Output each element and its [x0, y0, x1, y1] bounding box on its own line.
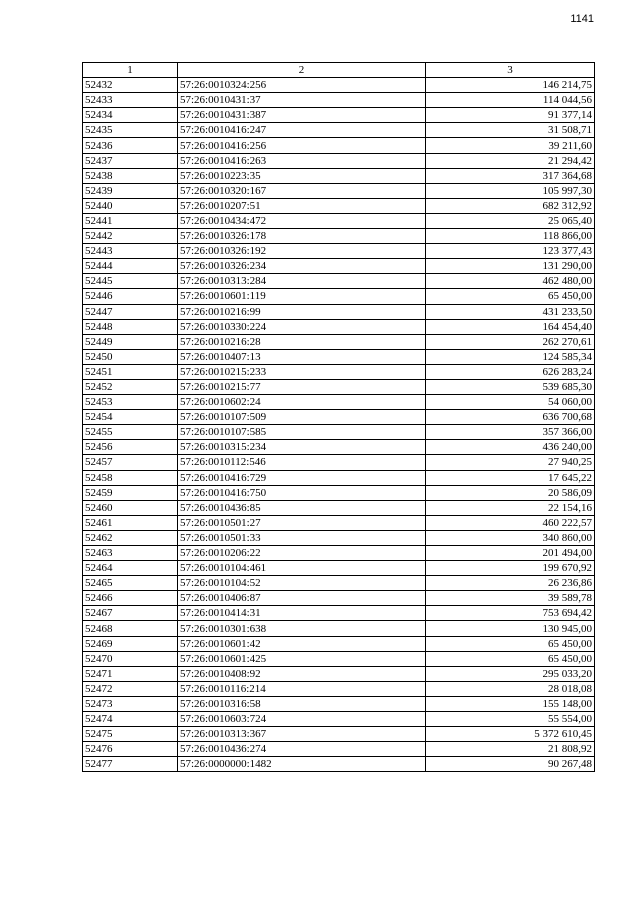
- value-cell: 626 283,24: [426, 364, 595, 379]
- value-cell: 462 480,00: [426, 274, 595, 289]
- table-header-row: [83, 63, 595, 78]
- value-cell: 146 214,75: [426, 78, 595, 93]
- value-cell: 201 494,00: [426, 546, 595, 561]
- value-cell: 431 233,50: [426, 304, 595, 319]
- value-cell: 262 270,61: [426, 334, 595, 349]
- row-number-cell: 52450: [83, 349, 178, 364]
- row-number-cell: 52469: [83, 636, 178, 651]
- value-cell: 17 645,22: [426, 470, 595, 485]
- row-number-cell: 52468: [83, 621, 178, 636]
- value-cell: 636 700,68: [426, 410, 595, 425]
- table-row: [83, 229, 595, 244]
- table-row: [83, 123, 595, 138]
- value-cell: 5 372 610,45: [426, 727, 595, 742]
- row-number-cell: 52455: [83, 425, 178, 440]
- cadastral-number-cell: 57:26:0010407:13: [178, 349, 426, 364]
- cadastral-number-cell: 57:26:0010320:167: [178, 183, 426, 198]
- table-row: [83, 455, 595, 470]
- cadastral-number-cell: 57:26:0010406:87: [178, 591, 426, 606]
- cadastral-number-cell: 57:26:0010601:42: [178, 636, 426, 651]
- row-number-cell: 52475: [83, 727, 178, 742]
- cadastral-number-cell: 57:26:0010316:58: [178, 696, 426, 711]
- value-cell: 90 267,48: [426, 757, 595, 772]
- row-number-cell: 52461: [83, 515, 178, 530]
- cadastral-number-cell: 57:26:0010215:233: [178, 364, 426, 379]
- row-number-cell: 52437: [83, 153, 178, 168]
- cadastral-number-cell: 57:26:0010431:37: [178, 93, 426, 108]
- row-number-cell: 52448: [83, 319, 178, 334]
- row-number-cell: 52451: [83, 364, 178, 379]
- table-row: [83, 78, 595, 93]
- row-number-cell: 52476: [83, 742, 178, 757]
- row-number-cell: 52465: [83, 576, 178, 591]
- row-number-cell: 52442: [83, 229, 178, 244]
- table-row: [83, 108, 595, 123]
- table-row: [83, 500, 595, 515]
- row-number-cell: 52459: [83, 485, 178, 500]
- cadastral-number-cell: 57:26:0010326:192: [178, 244, 426, 259]
- row-number-cell: 52445: [83, 274, 178, 289]
- cadastral-number-cell: 57:26:0010414:31: [178, 606, 426, 621]
- column-header-cadastral: 2: [178, 63, 426, 78]
- table-row: [83, 379, 595, 394]
- value-cell: 28 018,08: [426, 681, 595, 696]
- value-cell: 39 589,78: [426, 591, 595, 606]
- row-number-cell: 52460: [83, 500, 178, 515]
- table-body: [83, 78, 595, 772]
- cadastral-number-cell: 57:26:0010416:729: [178, 470, 426, 485]
- cadastral-number-cell: 57:26:0010107:509: [178, 410, 426, 425]
- table-row: [83, 606, 595, 621]
- cadastral-number-cell: 57:26:0010216:28: [178, 334, 426, 349]
- row-number-cell: 52446: [83, 289, 178, 304]
- cadastral-number-cell: 57:26:0010223:35: [178, 168, 426, 183]
- value-cell: 123 377,43: [426, 244, 595, 259]
- cadastral-number-cell: 57:26:0010116:214: [178, 681, 426, 696]
- cadastral-number-cell: 57:26:0010112:546: [178, 455, 426, 470]
- cadastral-number-cell: 57:26:0010104:461: [178, 561, 426, 576]
- cadastral-number-cell: 57:26:0010215:77: [178, 379, 426, 394]
- value-cell: 295 033,20: [426, 666, 595, 681]
- cadastral-number-cell: 57:26:0010601:119: [178, 289, 426, 304]
- column-header-value: 3: [426, 63, 595, 78]
- row-number-cell: 52477: [83, 757, 178, 772]
- row-number-cell: 52463: [83, 546, 178, 561]
- table-row: [83, 651, 595, 666]
- value-cell: 164 454,40: [426, 319, 595, 334]
- row-number-cell: 52457: [83, 455, 178, 470]
- table-row: [83, 364, 595, 379]
- value-cell: 357 366,00: [426, 425, 595, 440]
- row-number-cell: 52472: [83, 681, 178, 696]
- table-row: [83, 319, 595, 334]
- value-cell: 39 211,60: [426, 138, 595, 153]
- row-number-cell: 52453: [83, 395, 178, 410]
- page-number: 1141: [570, 13, 594, 25]
- table-row: [83, 561, 595, 576]
- cadastral-number-cell: 57:26:0010602:24: [178, 395, 426, 410]
- cadastral-number-cell: 57:26:0010324:256: [178, 78, 426, 93]
- table-row: [83, 274, 595, 289]
- row-number-cell: 52474: [83, 712, 178, 727]
- value-cell: 114 044,56: [426, 93, 595, 108]
- table-row: [83, 168, 595, 183]
- cadastral-number-cell: 57:26:0010434:472: [178, 213, 426, 228]
- cadastral-number-cell: 57:26:0010313:367: [178, 727, 426, 742]
- value-cell: 20 586,09: [426, 485, 595, 500]
- table-row: [83, 515, 595, 530]
- cadastral-number-cell: 57:26:0010326:178: [178, 229, 426, 244]
- table-row: [83, 304, 595, 319]
- table-row: [83, 742, 595, 757]
- table-row: [83, 334, 595, 349]
- cadastral-number-cell: 57:26:0010206:22: [178, 546, 426, 561]
- cadastral-number-cell: 57:26:0010107:585: [178, 425, 426, 440]
- cadastral-number-cell: 57:26:0010501:27: [178, 515, 426, 530]
- value-cell: 25 065,40: [426, 213, 595, 228]
- table-row: [83, 259, 595, 274]
- value-cell: 130 945,00: [426, 621, 595, 636]
- cadastral-number-cell: 57:26:0010330:224: [178, 319, 426, 334]
- cadastral-number-cell: 57:26:0010207:51: [178, 198, 426, 213]
- row-number-cell: 52444: [83, 259, 178, 274]
- table-row: [83, 576, 595, 591]
- table-row: [83, 621, 595, 636]
- row-number-cell: 52439: [83, 183, 178, 198]
- table-row: [83, 681, 595, 696]
- value-cell: 753 694,42: [426, 606, 595, 621]
- cadastral-number-cell: 57:26:0010301:638: [178, 621, 426, 636]
- row-number-cell: 52449: [83, 334, 178, 349]
- value-cell: 27 940,25: [426, 455, 595, 470]
- table-row: [83, 213, 595, 228]
- row-number-cell: 52452: [83, 379, 178, 394]
- column-header-number: 1: [83, 63, 178, 78]
- table-row: [83, 198, 595, 213]
- cadastral-number-cell: 57:26:0010315:234: [178, 440, 426, 455]
- value-cell: 21 294,42: [426, 153, 595, 168]
- cadastral-number-cell: 57:26:0010216:99: [178, 304, 426, 319]
- row-number-cell: 52447: [83, 304, 178, 319]
- value-cell: 131 290,00: [426, 259, 595, 274]
- cadastral-number-cell: 57:26:0010408:92: [178, 666, 426, 681]
- cadastral-number-cell: 57:26:0000000:1482: [178, 757, 426, 772]
- value-cell: 21 808,92: [426, 742, 595, 757]
- table-row: [83, 395, 595, 410]
- value-cell: 54 060,00: [426, 395, 595, 410]
- row-number-cell: 52441: [83, 213, 178, 228]
- row-number-cell: 52470: [83, 651, 178, 666]
- table-row: [83, 244, 595, 259]
- row-number-cell: 52438: [83, 168, 178, 183]
- cadastral-number-cell: 57:26:0010603:724: [178, 712, 426, 727]
- cadastral-number-cell: 57:26:0010313:284: [178, 274, 426, 289]
- value-cell: 26 236,86: [426, 576, 595, 591]
- cadastral-number-cell: 57:26:0010416:750: [178, 485, 426, 500]
- value-cell: 65 450,00: [426, 636, 595, 651]
- value-cell: 55 554,00: [426, 712, 595, 727]
- table-row: [83, 349, 595, 364]
- cadastral-number-cell: 57:26:0010416:256: [178, 138, 426, 153]
- row-number-cell: 52464: [83, 561, 178, 576]
- cadastral-number-cell: 57:26:0010431:387: [178, 108, 426, 123]
- row-number-cell: 52443: [83, 244, 178, 259]
- table-row: [83, 696, 595, 711]
- registry-table: [82, 62, 595, 772]
- value-cell: 199 670,92: [426, 561, 595, 576]
- value-cell: 105 997,30: [426, 183, 595, 198]
- row-number-cell: 52454: [83, 410, 178, 425]
- row-number-cell: 52434: [83, 108, 178, 123]
- row-number-cell: 52462: [83, 530, 178, 545]
- table-row: [83, 530, 595, 545]
- table-row: [83, 591, 595, 606]
- table-row: [83, 636, 595, 651]
- cadastral-number-cell: 57:26:0010601:425: [178, 651, 426, 666]
- value-cell: 124 585,34: [426, 349, 595, 364]
- table-row: [83, 712, 595, 727]
- table-row: [83, 153, 595, 168]
- value-cell: 436 240,00: [426, 440, 595, 455]
- row-number-cell: 52458: [83, 470, 178, 485]
- row-number-cell: 52473: [83, 696, 178, 711]
- value-cell: 539 685,30: [426, 379, 595, 394]
- row-number-cell: 52436: [83, 138, 178, 153]
- row-number-cell: 52432: [83, 78, 178, 93]
- value-cell: 460 222,57: [426, 515, 595, 530]
- table-row: [83, 666, 595, 681]
- cadastral-number-cell: 57:26:0010326:234: [178, 259, 426, 274]
- cadastral-number-cell: 57:26:0010501:33: [178, 530, 426, 545]
- row-number-cell: 52467: [83, 606, 178, 621]
- cadastral-number-cell: 57:26:0010416:247: [178, 123, 426, 138]
- value-cell: 340 860,00: [426, 530, 595, 545]
- table-row: [83, 425, 595, 440]
- value-cell: 118 866,00: [426, 229, 595, 244]
- table-row: [83, 546, 595, 561]
- value-cell: 65 450,00: [426, 651, 595, 666]
- row-number-cell: 52466: [83, 591, 178, 606]
- table-row: [83, 410, 595, 425]
- table-row: [83, 727, 595, 742]
- table-row: [83, 757, 595, 772]
- table-row: [83, 183, 595, 198]
- table-row: [83, 470, 595, 485]
- table-row: [83, 485, 595, 500]
- table-row: [83, 138, 595, 153]
- row-number-cell: 52471: [83, 666, 178, 681]
- value-cell: 31 508,71: [426, 123, 595, 138]
- cadastral-number-cell: 57:26:0010436:85: [178, 500, 426, 515]
- value-cell: 317 364,68: [426, 168, 595, 183]
- cadastral-number-cell: 57:26:0010436:274: [178, 742, 426, 757]
- value-cell: 91 377,14: [426, 108, 595, 123]
- cadastral-number-cell: 57:26:0010416:263: [178, 153, 426, 168]
- table-row: [83, 289, 595, 304]
- row-number-cell: 52433: [83, 93, 178, 108]
- row-number-cell: 52435: [83, 123, 178, 138]
- cadastral-number-cell: 57:26:0010104:52: [178, 576, 426, 591]
- table-row: [83, 440, 595, 455]
- value-cell: 155 148,00: [426, 696, 595, 711]
- value-cell: 22 154,16: [426, 500, 595, 515]
- value-cell: 65 450,00: [426, 289, 595, 304]
- row-number-cell: 52456: [83, 440, 178, 455]
- value-cell: 682 312,92: [426, 198, 595, 213]
- row-number-cell: 52440: [83, 198, 178, 213]
- table-row: [83, 93, 595, 108]
